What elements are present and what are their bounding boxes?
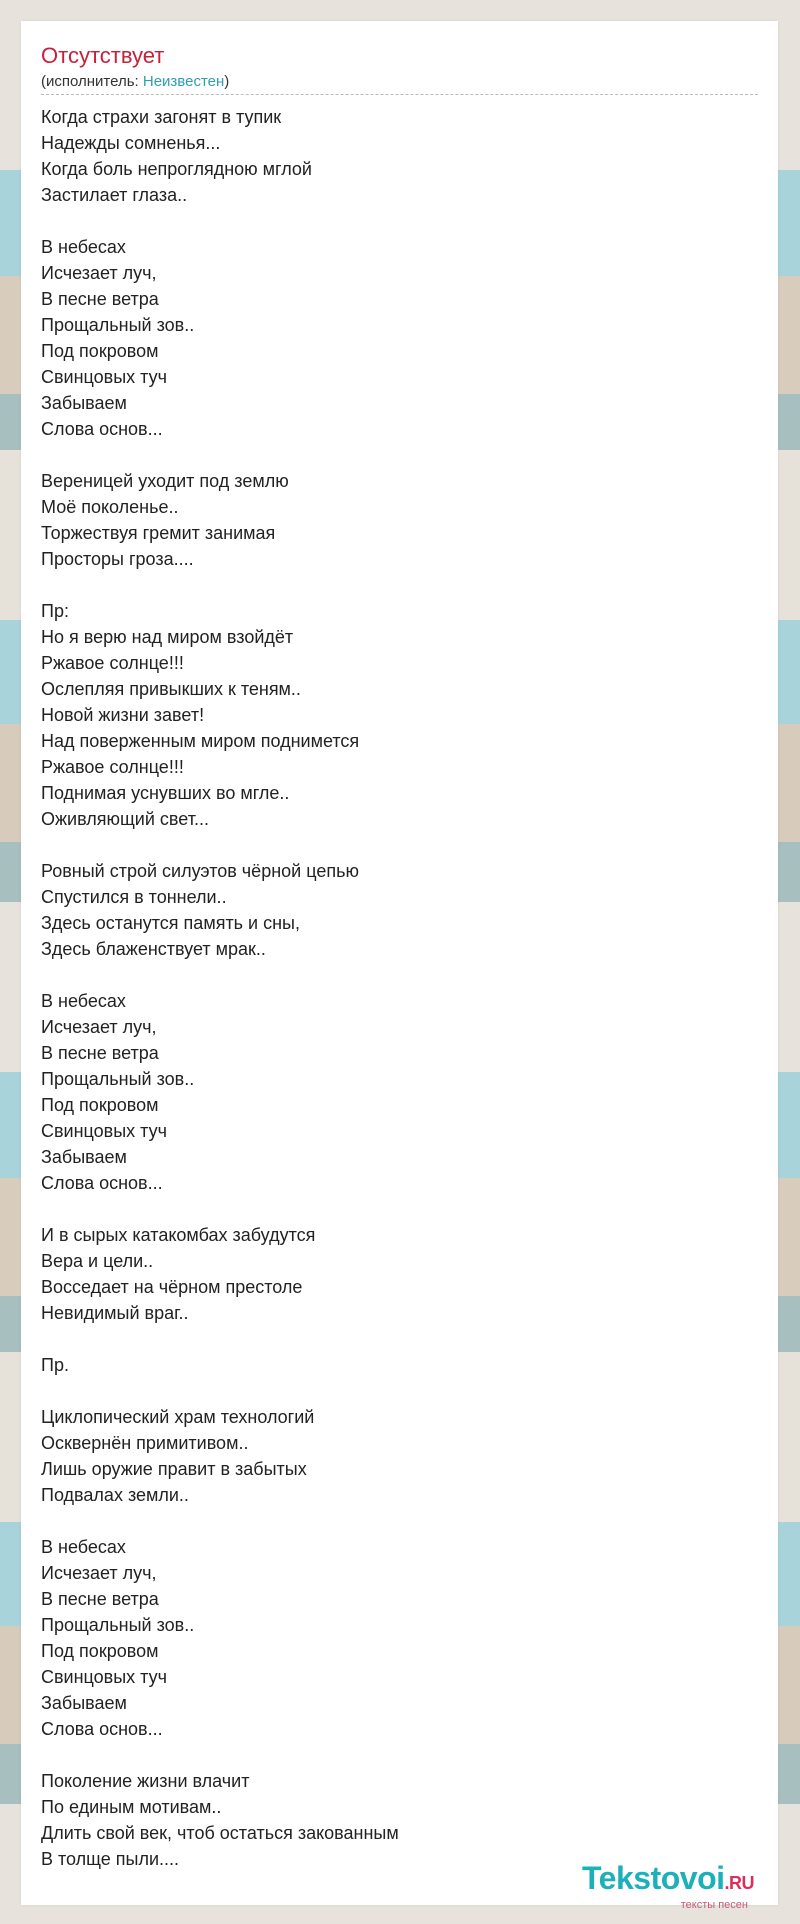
artist-suffix: ) — [224, 73, 230, 90]
artist-prefix: (исполнитель: — [41, 73, 143, 90]
logo-wordmark — [582, 1862, 754, 1899]
site-logo[interactable] — [582, 1862, 754, 1911]
logo-main-text: Tekstovoi — [582, 1860, 725, 1896]
artist-link[interactable]: Неизвестен — [142, 73, 225, 90]
logo-tld: .RU — [724, 1873, 754, 1893]
song-title: Отсутствует — [41, 43, 165, 68]
artist-line — [41, 73, 229, 91]
logo-subtitle: тексты песен — [680, 1899, 748, 1911]
lyrics-card — [21, 21, 778, 1911]
divider — [41, 94, 758, 95]
lyrics-text: Когда страхи загонят в тупик Надежды сомненья... Когда боль непроглядною мглой Застилает глаза.. В небесах Исчезает луч, В песне ветра Прощальный зов.. Под покровом Свинцовых туч Забываем Слова основ... Вереницей уходит под землю Моё поколенье.. Торжествуя гремит занимая Просторы гроза.... Пр: Но я верю над миром взойдёт Ржавое солнце!!! Ослепляя привыкших к теням.. Новой жизни завет! Над поверженным миром поднимется Ржавое солнце!!! Поднимая уснувших во мгле.. Оживляющий свет... Ровный строй силуэтов чёрной цепью Спустился в тоннели.. Здесь останутся память и сны, Здесь блаженствует мрак.. В небесах Исчезает луч, В песне ветра Прощальный зов.. Под покровом Свинцовых туч Забываем Слова основ... И в сырых катакомбах забудутся Вера и цели.. Восседает на чёрном престоле Невидимый враг.. Пр. Циклопический храм технологий Осквернён примитивом.. Лишь оружие правит в забытых Подвалах земли.. В небесах Исчезает луч, В песне ветра Прощальный зов.. Под покровом Свинцовых туч Забываем Слова основ... Поколение жизни влачит По единым мотивам.. Длить свой век, чтоб остаться закованным В толще пыли.... — [41, 107, 399, 1869]
